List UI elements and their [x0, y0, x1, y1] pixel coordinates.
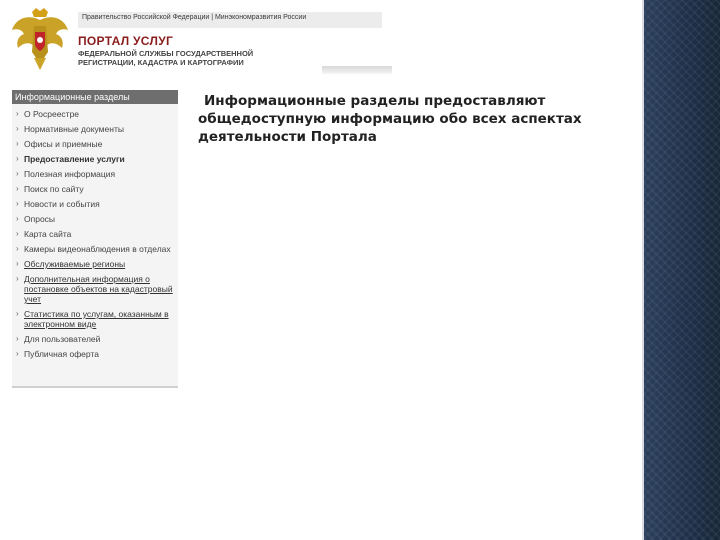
nav-item-offices[interactable] [12, 139, 178, 149]
nav-item-label: О Росреестре [24, 109, 80, 119]
chevron-right-icon: › [16, 124, 19, 133]
chevron-right-icon: › [16, 259, 19, 268]
nav-item-label: Поиск по сайту [24, 184, 84, 194]
nav-item-label: Предоставление услуги [24, 154, 125, 164]
nav-item-label: Обслуживаемые регионы [24, 259, 126, 269]
nav-item-label: Нормативные документы [24, 124, 124, 134]
nav-item-cadastral-info[interactable] [12, 274, 178, 304]
chevron-right-icon: › [16, 154, 19, 163]
government-line[interactable]: Правительство Российской Федерации | Минэкономразвития России [82, 14, 307, 21]
nav-item-label: Для пользователей [24, 334, 101, 344]
nav-item-regions[interactable] [12, 259, 178, 269]
nav-item-normative-docs[interactable] [12, 124, 178, 134]
nav-item-cameras[interactable] [12, 244, 178, 254]
nav-item-public-offer[interactable] [12, 349, 178, 359]
portal-subtitle: ФЕДЕРАЛЬНОЙ СЛУЖБЫ ГОСУДАРСТВЕННОЙ РЕГИСТРАЦИИ, КАДАСТРА И КАРТОГРАФИИ [78, 49, 254, 67]
header-shadow [322, 66, 392, 74]
nav-item-sitemap[interactable] [12, 229, 178, 239]
nav-item-label: Офисы и приемные [24, 139, 103, 149]
nav-item-label: Публичная оферта [24, 349, 99, 359]
nav-item-statistics[interactable] [12, 309, 178, 329]
chevron-right-icon: › [16, 334, 19, 343]
portal-header [10, 8, 382, 66]
chevron-right-icon: › [16, 214, 19, 223]
nav-item-about[interactable] [12, 109, 178, 119]
nav-item-search[interactable] [12, 184, 178, 194]
chevron-right-icon: › [16, 184, 19, 193]
nav-item-label: Опросы [24, 214, 56, 224]
main-description: Информационные разделы предоставляют общедоступную информацию обо всех аспектах деятельности Портала [198, 93, 582, 145]
decorative-side-panel [642, 0, 720, 540]
nav-item-service[interactable] [12, 154, 178, 164]
chevron-right-icon: › [16, 309, 19, 318]
nav-item-label: Полезная информация [24, 169, 116, 179]
nav-list [12, 109, 178, 359]
chevron-right-icon: › [16, 349, 19, 358]
nav-item-label: Камеры видеонаблюдения в отделах [24, 244, 171, 254]
nav-item-label: Карта сайта [24, 229, 72, 239]
nav-item-news[interactable] [12, 199, 178, 209]
info-sections-nav [12, 90, 178, 388]
nav-heading: Информационные разделы [12, 90, 178, 104]
nav-item-for-users[interactable] [12, 334, 178, 344]
chevron-right-icon: › [16, 109, 19, 118]
nav-item-label: Новости и события [24, 199, 100, 209]
chevron-right-icon: › [16, 244, 19, 253]
nav-item-useful-info[interactable] [12, 169, 178, 179]
portal-title: ПОРТАЛ УСЛУГ [78, 34, 174, 48]
chevron-right-icon: › [16, 274, 19, 283]
nav-item-polls[interactable] [12, 214, 178, 224]
chevron-right-icon: › [16, 229, 19, 238]
nav-item-label: Дополнительная информация о постановке объектов на кадастровый учет [24, 274, 173, 304]
chevron-right-icon: › [16, 169, 19, 178]
coat-of-arms-icon [10, 8, 70, 70]
nav-item-label: Статистика по услугам, оказанным в электронном виде [24, 309, 169, 329]
chevron-right-icon: › [16, 139, 19, 148]
chevron-right-icon: › [16, 199, 19, 208]
